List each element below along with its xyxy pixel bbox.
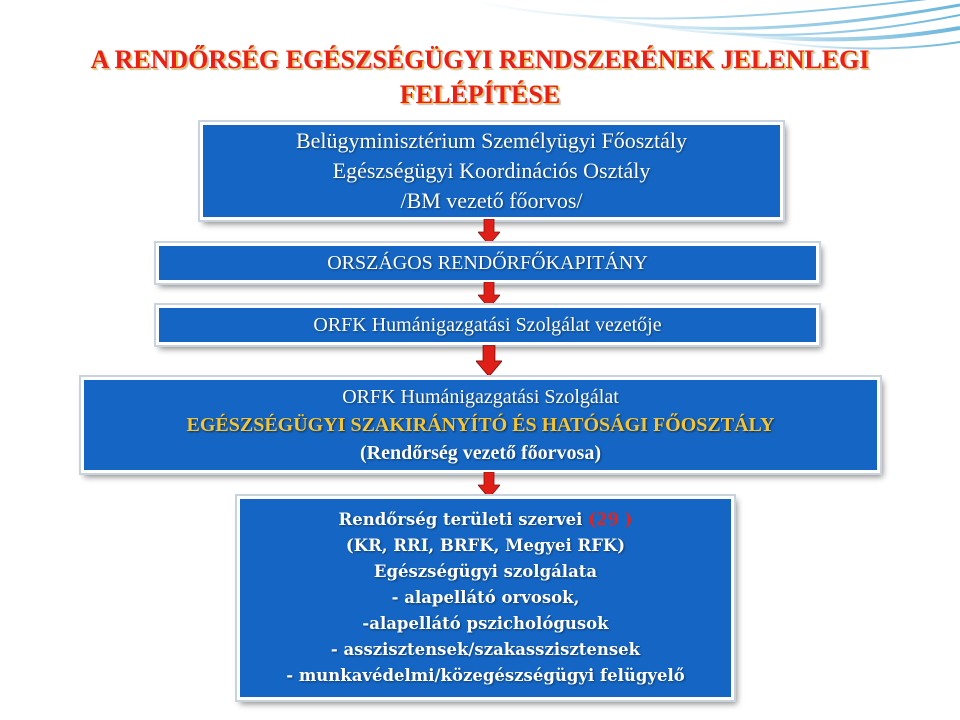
territorial-line-5: -alapellátó pszichológusok [362, 614, 609, 633]
territorial-units-box [237, 496, 734, 700]
territorial-unit-count: (29 ) [588, 510, 633, 529]
hr-service-line-1: ORFK Humánigazgatási Szolgálat [342, 386, 619, 408]
hr-head-box [156, 305, 819, 345]
ministry-line-3: /BM vezető főorvos/ [400, 188, 583, 213]
page-title [40, 42, 920, 112]
hr-head-label: ORFK Humánigazgatási Szolgálat vezetője [313, 313, 662, 336]
page-title-line-1: A RENDŐRSÉG EGÉSZSÉGÜGYI RENDSZERÉNEK JELENLEGI [90, 45, 870, 74]
territorial-line-6: - asszisztensek/szakasszisztensek [330, 640, 641, 659]
territorial-units-label: Rendőrség területi szervei [338, 510, 589, 529]
territorial-line-4: - alapellátó orvosok, [391, 588, 580, 607]
territorial-line-3: Egészségügyi szolgálata [373, 562, 598, 581]
down-arrow-icon [476, 345, 502, 377]
ministry-line-1: Belügyminisztérium Személyügyi Főosztály [295, 128, 688, 153]
health-department-title: EGÉSZSÉGÜGYI SZAKIRÁNYÍTÓ ÉS HATÓSÁGI FŐOSZTÁLY [186, 414, 775, 436]
page-title-line-2: FELÉPÍTÉSE [399, 80, 561, 109]
orfk-chief-box [156, 243, 819, 283]
hr-service-box [81, 377, 880, 473]
orfk-chief-label: ORSZÁGOS RENDŐRFŐKAPITÁNY [327, 251, 648, 274]
chief-physician-note: (Rendőrség vezető főorvosa) [359, 442, 602, 464]
ministry-box [200, 122, 783, 220]
down-arrow-icon [478, 472, 500, 498]
down-arrow-icon [478, 219, 500, 245]
ministry-line-2: Egészségügyi Koordinációs Osztály [332, 158, 651, 183]
territorial-line-2: (KR, RRI, BRFK, Megyei RFK) [345, 536, 626, 555]
territorial-line-1 [339, 507, 633, 533]
territorial-line-7: - munkavédelmi/közegészségügyi felügyelő [286, 666, 685, 685]
